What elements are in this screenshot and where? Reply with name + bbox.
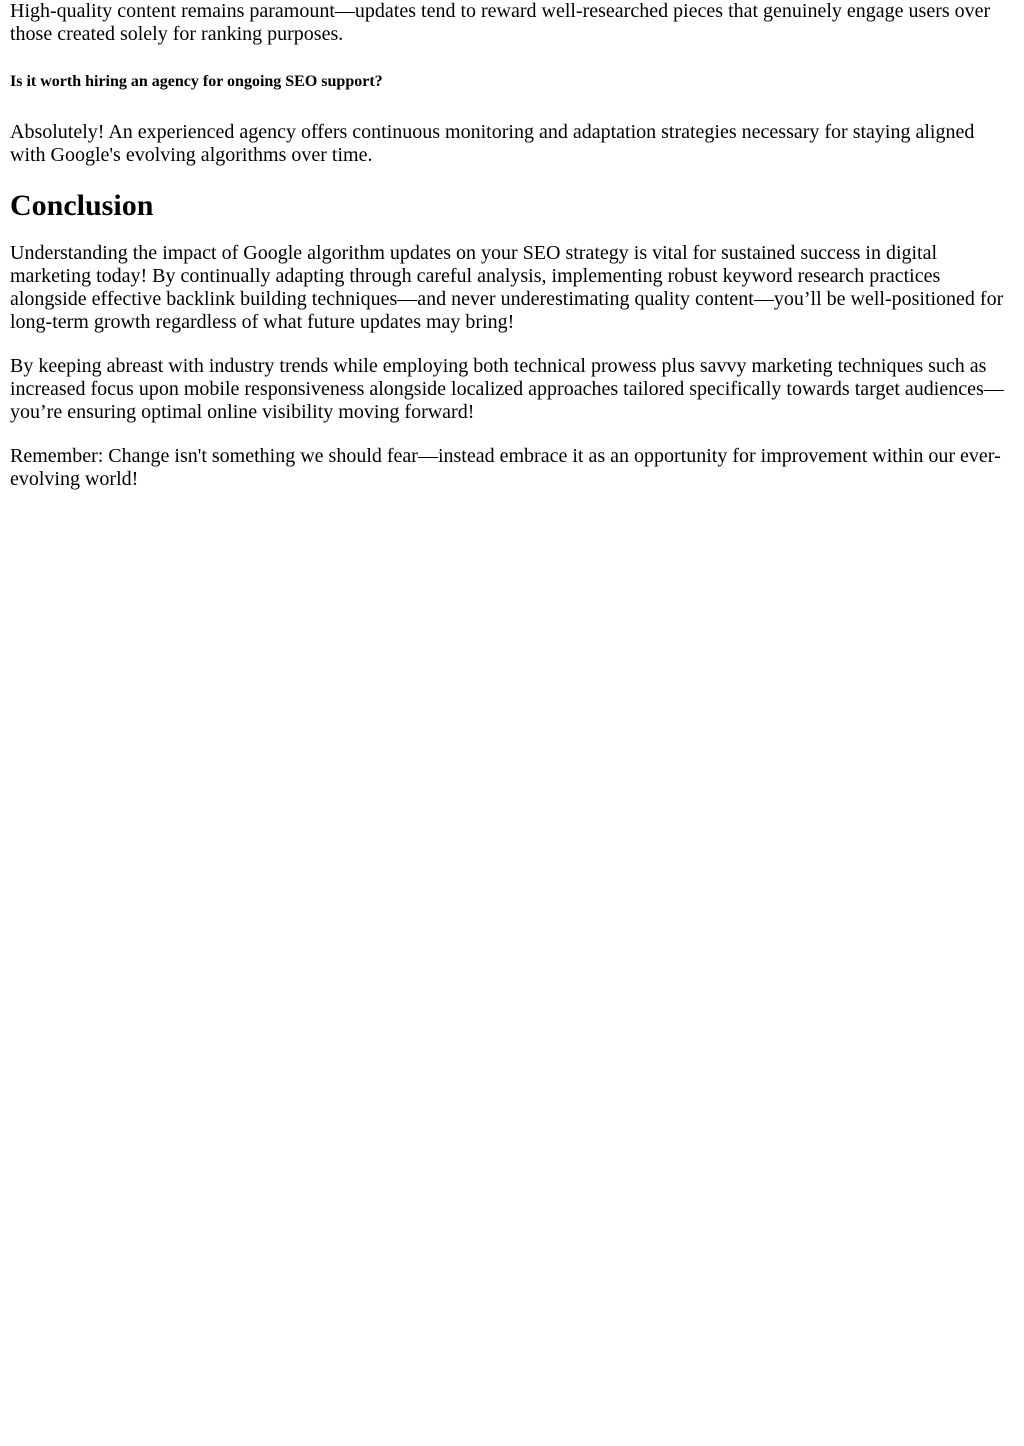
article-body bbox=[0, 0, 1024, 491]
faq-question: Is it worth hiring an agency for ongoing SEO support? bbox=[10, 73, 383, 90]
conclusion-paragraph-3: Remember: Change isn't something we should fear—instead embrace it as an opportunity for improvement within our ever-evolving world! bbox=[10, 445, 1001, 490]
faq-answer: Absolutely! An experienced agency offers continuous monitoring and adaptation strategies necessary for staying aligned with Google's evolving algorithms over time. bbox=[10, 121, 975, 166]
conclusion-paragraph-2: By keeping abreast with industry trends while employing both technical prowess plus savvy marketing techniques such as increased focus upon mobile responsiveness alongside localized approaches tailored specifically towards target audiences—you’re ensuring optimal online visibility moving forward! bbox=[10, 355, 1004, 423]
intro-paragraph: High-quality content remains paramount—updates tend to reward well-researched pieces that genuinely engage users over those created solely for ranking purposes. bbox=[10, 0, 991, 45]
conclusion-heading: Conclusion bbox=[10, 189, 154, 222]
conclusion-paragraph-1: Understanding the impact of Google algorithm updates on your SEO strategy is vital for sustained success in digital marketing today! By continually adapting through careful analysis, implementing robust keyword research practices alongside effective backlink building techniques—and never underestimating quality content—you’ll be well-positioned for long-term growth regardless of what future updates may bring! bbox=[10, 242, 1004, 333]
